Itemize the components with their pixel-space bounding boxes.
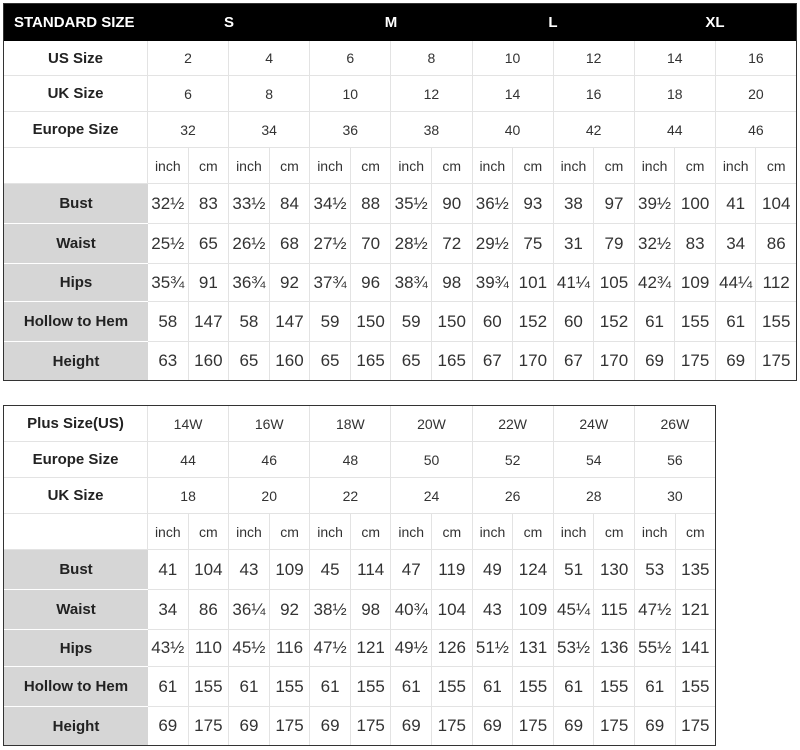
measurement-value: 101 bbox=[513, 264, 554, 302]
measurement-value: 92 bbox=[270, 264, 311, 302]
measurement-value: 61 bbox=[635, 667, 676, 707]
measurement-row bbox=[4, 184, 796, 224]
measurement-value: 59 bbox=[391, 302, 432, 342]
measurement-value: 61 bbox=[148, 667, 189, 707]
measurement-value: 100 bbox=[675, 184, 716, 224]
measurement-value: 83 bbox=[675, 224, 716, 264]
measurement-value: 67 bbox=[554, 342, 595, 380]
measurement-value: 69 bbox=[473, 707, 514, 745]
measurement-value: 29½ bbox=[473, 224, 514, 264]
measurement-value: 93 bbox=[513, 184, 554, 224]
us-size-label: US Size bbox=[4, 41, 148, 76]
plus-europe-size-label: Europe Size bbox=[4, 442, 148, 478]
measurement-value: 69 bbox=[554, 707, 595, 745]
unit-row-spacer bbox=[4, 148, 148, 184]
plus-europe-size-row bbox=[4, 442, 715, 478]
unit-inch: inch bbox=[716, 148, 757, 184]
plus-uk-size-cell: 20 bbox=[229, 478, 310, 514]
plus-size-title: Plus Size(US) bbox=[4, 406, 148, 442]
plus-us-size-cell: 24W bbox=[554, 406, 635, 442]
measurement-value: 75 bbox=[513, 224, 554, 264]
measurement-value: 105 bbox=[594, 264, 635, 302]
measurement-value: 136 bbox=[594, 630, 635, 667]
measurement-value: 98 bbox=[351, 590, 392, 630]
measurement-label: Waist bbox=[4, 590, 148, 630]
uk-size-cell: 6 bbox=[148, 76, 229, 112]
measurement-row bbox=[4, 590, 715, 630]
measurement-value: 155 bbox=[676, 667, 716, 707]
us-size-cell: 10 bbox=[473, 41, 554, 76]
measurement-label: Bust bbox=[4, 550, 148, 590]
plus-unit-row-spacer bbox=[4, 514, 148, 550]
measurement-value: 60 bbox=[473, 302, 514, 342]
measurement-label: Hollow to Hem bbox=[4, 667, 148, 707]
measurement-value: 53½ bbox=[554, 630, 595, 667]
measurement-value: 175 bbox=[675, 342, 716, 380]
measurement-value: 61 bbox=[310, 667, 351, 707]
measurement-value: 98 bbox=[432, 264, 473, 302]
measurement-value: 175 bbox=[270, 707, 311, 745]
measurement-value: 69 bbox=[716, 342, 757, 380]
measurement-value: 65 bbox=[229, 342, 270, 380]
uk-size-cell: 8 bbox=[229, 76, 310, 112]
uk-size-label: UK Size bbox=[4, 76, 148, 112]
measurement-value: 155 bbox=[513, 667, 554, 707]
uk-size-cell: 14 bbox=[473, 76, 554, 112]
measurement-value: 170 bbox=[513, 342, 554, 380]
measurement-value: 38½ bbox=[310, 590, 351, 630]
uk-size-cell: 18 bbox=[635, 76, 716, 112]
standard-size-title: STANDARD SIZE bbox=[4, 4, 148, 41]
plus-unit-row bbox=[4, 514, 715, 550]
unit-cm: cm bbox=[594, 514, 635, 550]
measurement-value: 60 bbox=[554, 302, 595, 342]
us-size-cell: 8 bbox=[391, 41, 472, 76]
measurement-value: 55½ bbox=[635, 630, 676, 667]
unit-inch: inch bbox=[148, 148, 189, 184]
measurement-value: 91 bbox=[189, 264, 230, 302]
measurement-label: Bust bbox=[4, 184, 148, 224]
plus-uk-size-cell: 18 bbox=[148, 478, 229, 514]
measurement-value: 65 bbox=[189, 224, 230, 264]
measurement-value: 45½ bbox=[229, 630, 270, 667]
measurement-value: 141 bbox=[676, 630, 716, 667]
measurement-value: 35¾ bbox=[148, 264, 189, 302]
measurement-value: 61 bbox=[391, 667, 432, 707]
unit-cm: cm bbox=[594, 148, 635, 184]
measurement-value: 61 bbox=[635, 302, 676, 342]
measurement-value: 65 bbox=[310, 342, 351, 380]
us-size-cell: 6 bbox=[310, 41, 391, 76]
measurement-value: 61 bbox=[229, 667, 270, 707]
plus-uk-size-cell: 28 bbox=[554, 478, 635, 514]
measurement-value: 155 bbox=[675, 302, 716, 342]
measurement-value: 42¾ bbox=[635, 264, 676, 302]
unit-cm: cm bbox=[270, 148, 311, 184]
measurement-value: 51 bbox=[554, 550, 595, 590]
plus-uk-size-cell: 24 bbox=[391, 478, 472, 514]
measurement-value: 175 bbox=[432, 707, 473, 745]
measurement-value: 38 bbox=[554, 184, 595, 224]
plus-europe-size-cell: 52 bbox=[473, 442, 554, 478]
plus-uk-size-label: UK Size bbox=[4, 478, 148, 514]
measurement-value: 43 bbox=[229, 550, 270, 590]
measurement-value: 165 bbox=[351, 342, 392, 380]
us-size-cell: 16 bbox=[716, 41, 796, 76]
measurement-value: 155 bbox=[594, 667, 635, 707]
us-size-cell: 2 bbox=[148, 41, 229, 76]
measurement-label: Hips bbox=[4, 264, 148, 302]
uk-size-cell: 16 bbox=[554, 76, 635, 112]
measurement-value: 45 bbox=[310, 550, 351, 590]
measurement-value: 121 bbox=[676, 590, 716, 630]
plus-uk-size-cell: 22 bbox=[310, 478, 391, 514]
measurement-value: 45¼ bbox=[554, 590, 595, 630]
measurement-value: 147 bbox=[189, 302, 230, 342]
measurement-value: 131 bbox=[513, 630, 554, 667]
unit-inch: inch bbox=[229, 148, 270, 184]
measurement-value: 43 bbox=[473, 590, 514, 630]
plus-us-size-cell: 26W bbox=[635, 406, 715, 442]
europe-size-cell: 46 bbox=[716, 112, 796, 148]
measurement-value: 32½ bbox=[148, 184, 189, 224]
europe-size-cell: 36 bbox=[310, 112, 391, 148]
measurement-row bbox=[4, 630, 715, 667]
measurement-label: Height bbox=[4, 342, 148, 380]
measurement-value: 150 bbox=[432, 302, 473, 342]
plus-europe-size-cell: 50 bbox=[391, 442, 472, 478]
measurement-value: 38¾ bbox=[391, 264, 432, 302]
plus-uk-size-cell: 30 bbox=[635, 478, 715, 514]
measurement-value: 41 bbox=[148, 550, 189, 590]
unit-inch: inch bbox=[554, 148, 595, 184]
europe-size-row bbox=[4, 112, 796, 148]
measurement-value: 61 bbox=[716, 302, 757, 342]
europe-size-cell: 40 bbox=[473, 112, 554, 148]
measurement-value: 116 bbox=[270, 630, 311, 667]
unit-inch: inch bbox=[554, 514, 595, 550]
measurement-value: 34½ bbox=[310, 184, 351, 224]
measurement-row bbox=[4, 224, 796, 264]
plus-us-size-row bbox=[4, 406, 715, 442]
unit-inch: inch bbox=[473, 514, 514, 550]
unit-inch: inch bbox=[310, 514, 351, 550]
measurement-value: 51½ bbox=[473, 630, 514, 667]
measurement-value: 41¼ bbox=[554, 264, 595, 302]
size-group-xl: XL bbox=[705, 14, 725, 31]
measurement-value: 104 bbox=[756, 184, 796, 224]
measurement-value: 109 bbox=[513, 590, 554, 630]
unit-inch: inch bbox=[310, 148, 351, 184]
measurement-label: Height bbox=[4, 707, 148, 745]
measurement-value: 58 bbox=[148, 302, 189, 342]
measurement-value: 44¼ bbox=[716, 264, 757, 302]
uk-size-cell: 20 bbox=[716, 76, 796, 112]
unit-inch: inch bbox=[391, 148, 432, 184]
plus-size-table bbox=[3, 405, 716, 746]
measurement-value: 35½ bbox=[391, 184, 432, 224]
measurement-value: 130 bbox=[594, 550, 635, 590]
measurement-value: 110 bbox=[189, 630, 230, 667]
plus-us-size-cell: 18W bbox=[310, 406, 391, 442]
measurement-label: Waist bbox=[4, 224, 148, 264]
measurement-value: 170 bbox=[594, 342, 635, 380]
measurement-value: 43½ bbox=[148, 630, 189, 667]
unit-cm: cm bbox=[189, 514, 230, 550]
measurement-value: 155 bbox=[432, 667, 473, 707]
measurement-value: 114 bbox=[351, 550, 392, 590]
measurement-label: Hollow to Hem bbox=[4, 302, 148, 342]
measurement-value: 155 bbox=[756, 302, 796, 342]
measurement-value: 175 bbox=[513, 707, 554, 745]
unit-inch: inch bbox=[473, 148, 514, 184]
measurement-value: 147 bbox=[270, 302, 311, 342]
unit-cm: cm bbox=[351, 514, 392, 550]
measurement-value: 49 bbox=[473, 550, 514, 590]
measurement-value: 69 bbox=[635, 707, 676, 745]
measurement-value: 86 bbox=[756, 224, 796, 264]
measurement-value: 36½ bbox=[473, 184, 514, 224]
measurement-value: 90 bbox=[432, 184, 473, 224]
measurement-value: 58 bbox=[229, 302, 270, 342]
measurement-value: 121 bbox=[351, 630, 392, 667]
measurement-value: 160 bbox=[270, 342, 311, 380]
plus-us-size-cell: 14W bbox=[148, 406, 229, 442]
uk-size-cell: 12 bbox=[391, 76, 472, 112]
unit-inch: inch bbox=[391, 514, 432, 550]
measurement-value: 96 bbox=[351, 264, 392, 302]
measurement-row bbox=[4, 342, 796, 380]
measurement-row bbox=[4, 707, 715, 745]
unit-inch: inch bbox=[635, 514, 676, 550]
unit-inch: inch bbox=[635, 148, 676, 184]
measurement-value: 63 bbox=[148, 342, 189, 380]
measurement-value: 34 bbox=[716, 224, 757, 264]
measurement-value: 27½ bbox=[310, 224, 351, 264]
us-size-cell: 4 bbox=[229, 41, 310, 76]
measurement-value: 104 bbox=[432, 590, 473, 630]
measurement-value: 135 bbox=[676, 550, 716, 590]
measurement-value: 155 bbox=[270, 667, 311, 707]
unit-cm: cm bbox=[756, 148, 796, 184]
measurement-value: 175 bbox=[594, 707, 635, 745]
unit-inch: inch bbox=[148, 514, 189, 550]
measurement-row bbox=[4, 302, 796, 342]
us-size-row bbox=[4, 41, 796, 76]
measurement-value: 70 bbox=[351, 224, 392, 264]
measurement-value: 155 bbox=[351, 667, 392, 707]
measurement-value: 126 bbox=[432, 630, 473, 667]
measurement-value: 39½ bbox=[635, 184, 676, 224]
unit-cm: cm bbox=[432, 514, 473, 550]
plus-europe-size-cell: 48 bbox=[310, 442, 391, 478]
standard-size-table bbox=[3, 3, 797, 381]
plus-europe-size-cell: 56 bbox=[635, 442, 715, 478]
standard-header-row bbox=[4, 4, 796, 41]
plus-uk-size-cell: 26 bbox=[473, 478, 554, 514]
measurement-value: 152 bbox=[594, 302, 635, 342]
measurement-value: 31 bbox=[554, 224, 595, 264]
measurement-value: 115 bbox=[594, 590, 635, 630]
measurement-value: 150 bbox=[351, 302, 392, 342]
plus-us-size-cell: 16W bbox=[229, 406, 310, 442]
plus-europe-size-cell: 46 bbox=[229, 442, 310, 478]
measurement-value: 160 bbox=[189, 342, 230, 380]
unit-row bbox=[4, 148, 796, 184]
europe-size-cell: 38 bbox=[391, 112, 472, 148]
measurement-value: 26½ bbox=[229, 224, 270, 264]
size-group-l: L bbox=[548, 14, 558, 31]
measurement-value: 175 bbox=[681, 716, 710, 735]
measurement-value: 47 bbox=[391, 550, 432, 590]
plus-measurements bbox=[4, 550, 715, 745]
measurement-value: 72 bbox=[432, 224, 473, 264]
measurement-value: 25½ bbox=[148, 224, 189, 264]
measurement-value: 34 bbox=[148, 590, 189, 630]
measurement-value: 109 bbox=[270, 550, 311, 590]
measurement-row bbox=[4, 264, 796, 302]
europe-size-cell: 34 bbox=[229, 112, 310, 148]
plus-us-size-cell: 22W bbox=[473, 406, 554, 442]
measurement-value: 69 bbox=[148, 707, 189, 745]
measurement-value: 28½ bbox=[391, 224, 432, 264]
unit-cm: cm bbox=[270, 514, 311, 550]
unit-cm: cm bbox=[189, 148, 230, 184]
measurement-value: 61 bbox=[554, 667, 595, 707]
europe-size-label: Europe Size bbox=[4, 112, 148, 148]
measurement-value: 47½ bbox=[310, 630, 351, 667]
measurement-row bbox=[4, 667, 715, 707]
measurement-value: 97 bbox=[594, 184, 635, 224]
measurement-value: 59 bbox=[310, 302, 351, 342]
measurement-value: 175 bbox=[189, 707, 230, 745]
standard-measurements bbox=[4, 184, 796, 380]
measurement-value: 39¾ bbox=[473, 264, 514, 302]
measurement-value: 49½ bbox=[391, 630, 432, 667]
europe-size-cell: 32 bbox=[148, 112, 229, 148]
measurement-value: 84 bbox=[270, 184, 311, 224]
measurement-value: 40¾ bbox=[391, 590, 432, 630]
measurement-value: 36¼ bbox=[229, 590, 270, 630]
measurement-value: 69 bbox=[635, 342, 676, 380]
unit-cm: cm bbox=[676, 514, 716, 550]
size-group-m: M bbox=[384, 14, 398, 31]
measurement-value: 68 bbox=[270, 224, 311, 264]
measurement-value: 69 bbox=[391, 707, 432, 745]
measurement-value: 112 bbox=[756, 264, 796, 302]
measurement-value: 32½ bbox=[635, 224, 676, 264]
measurement-value: 33½ bbox=[229, 184, 270, 224]
measurement-value: 47½ bbox=[635, 590, 676, 630]
measurement-value: 83 bbox=[189, 184, 230, 224]
unit-cm: cm bbox=[513, 514, 554, 550]
measurement-value: 124 bbox=[513, 550, 554, 590]
measurement-value: 92 bbox=[270, 590, 311, 630]
measurement-value: 65 bbox=[391, 342, 432, 380]
unit-inch: inch bbox=[229, 514, 270, 550]
us-size-cell: 12 bbox=[554, 41, 635, 76]
unit-cm: cm bbox=[675, 148, 716, 184]
measurement-value: 69 bbox=[310, 707, 351, 745]
measurement-value: 109 bbox=[675, 264, 716, 302]
measurement-value: 88 bbox=[351, 184, 392, 224]
measurement-value: 41 bbox=[716, 184, 757, 224]
measurement-value: 79 bbox=[594, 224, 635, 264]
measurement-value: 155 bbox=[189, 667, 230, 707]
measurement-value: 67 bbox=[473, 342, 514, 380]
measurement-value: 36¾ bbox=[229, 264, 270, 302]
plus-europe-size-cell: 44 bbox=[148, 442, 229, 478]
measurement-value: 86 bbox=[189, 590, 230, 630]
measurement-row bbox=[4, 550, 715, 590]
measurement-value: 175 bbox=[762, 351, 791, 370]
unit-cm: cm bbox=[432, 148, 473, 184]
measurement-value: 152 bbox=[513, 302, 554, 342]
measurement-value: 69 bbox=[229, 707, 270, 745]
measurement-value: 53 bbox=[635, 550, 676, 590]
plus-europe-size-cell: 54 bbox=[554, 442, 635, 478]
unit-cm: cm bbox=[351, 148, 392, 184]
us-size-cell: 14 bbox=[635, 41, 716, 76]
uk-size-row bbox=[4, 76, 796, 112]
measurement-label: Hips bbox=[4, 630, 148, 667]
unit-cm: cm bbox=[513, 148, 554, 184]
europe-size-cell: 44 bbox=[635, 112, 716, 148]
plus-uk-size-row bbox=[4, 478, 715, 514]
size-group-s: S bbox=[223, 14, 234, 31]
europe-size-cell: 42 bbox=[554, 112, 635, 148]
measurement-value: 175 bbox=[351, 707, 392, 745]
measurement-value: 165 bbox=[432, 342, 473, 380]
plus-us-size-cell: 20W bbox=[391, 406, 472, 442]
measurement-value: 104 bbox=[189, 550, 230, 590]
measurement-value: 61 bbox=[473, 667, 514, 707]
measurement-value: 119 bbox=[432, 550, 473, 590]
uk-size-cell: 10 bbox=[310, 76, 391, 112]
measurement-value: 37¾ bbox=[310, 264, 351, 302]
